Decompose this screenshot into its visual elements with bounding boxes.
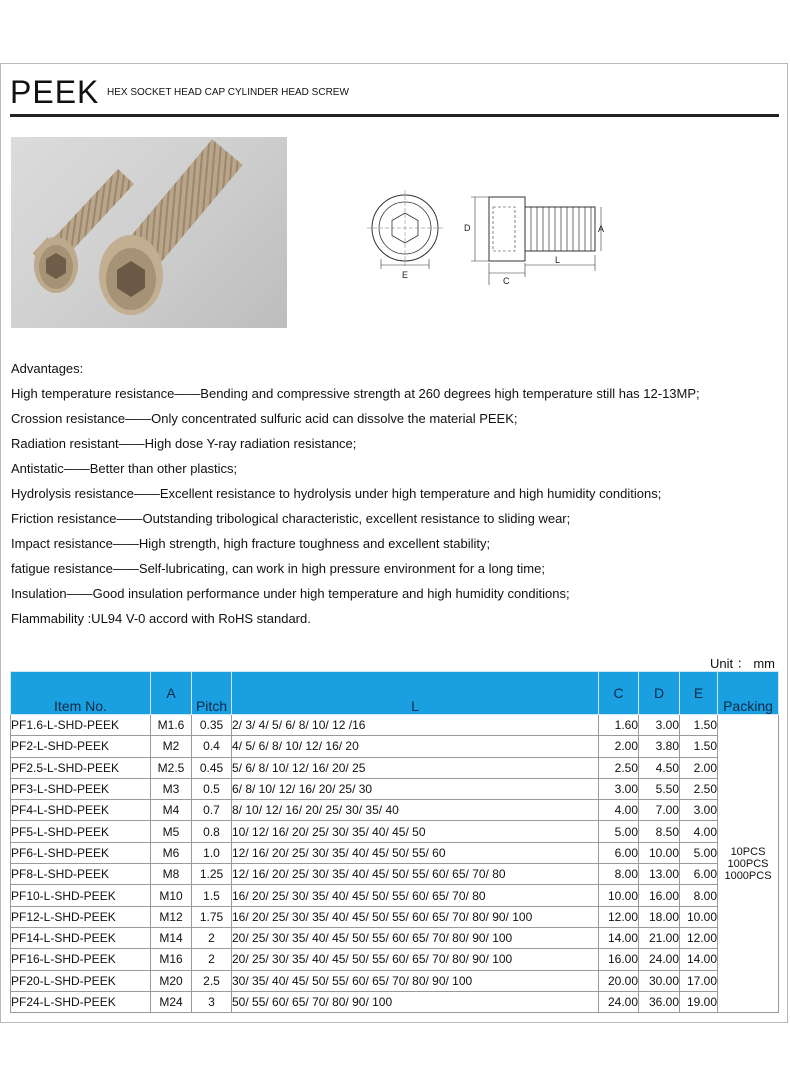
table-row <box>11 906 779 927</box>
cell-packing <box>718 715 779 1013</box>
cell-l: 20/ 25/ 30/ 35/ 40/ 45/ 50/ 55/ 60/ 65/ 70/ 80/ 90/ 100 <box>232 949 599 970</box>
advantage-line: Hydrolysis resistance——Excellent resistance to hydrolysis under high temperature and high humidity conditions; <box>11 486 662 501</box>
cell-e: 2.50 <box>680 778 718 799</box>
table-row <box>11 778 779 799</box>
cell-d: 24.00 <box>639 949 680 970</box>
cell-a: M4 <box>151 800 192 821</box>
cell-d: 3.00 <box>639 715 680 736</box>
cell-a: M10 <box>151 885 192 906</box>
header-l: L <box>232 672 599 715</box>
cell-a: M14 <box>151 927 192 948</box>
cell-l: 50/ 55/ 60/ 65/ 70/ 80/ 90/ 100 <box>232 991 599 1012</box>
cell-pitch: 1.5 <box>192 885 232 906</box>
cell-c: 14.00 <box>599 927 639 948</box>
cell-l: 5/ 6/ 8/ 10/ 12/ 16/ 20/ 25 <box>232 757 599 778</box>
cell-c: 6.00 <box>599 842 639 863</box>
cell-l: 30/ 35/ 40/ 45/ 50/ 55/ 60/ 65/ 70/ 80/ 90/ 100 <box>232 970 599 991</box>
cell-item: PF16-L-SHD-PEEK <box>11 949 151 970</box>
cell-d: 36.00 <box>639 991 680 1012</box>
table-row <box>11 864 779 885</box>
table-row <box>11 949 779 970</box>
cell-d: 8.50 <box>639 821 680 842</box>
table-row <box>11 927 779 948</box>
cell-item: PF8-L-SHD-PEEK <box>11 864 151 885</box>
spec-table <box>10 671 779 1013</box>
packing-option: 100PCS <box>727 857 769 870</box>
cell-l: 4/ 5/ 6/ 8/ 10/ 12/ 16/ 20 <box>232 736 599 757</box>
table-row <box>11 736 779 757</box>
cell-item: PF4-L-SHD-PEEK <box>11 800 151 821</box>
cell-d: 5.50 <box>639 778 680 799</box>
table-row <box>11 842 779 863</box>
cell-c: 24.00 <box>599 991 639 1012</box>
table-row <box>11 757 779 778</box>
cell-item: PF5-L-SHD-PEEK <box>11 821 151 842</box>
cell-l: 10/ 12/ 16/ 20/ 25/ 30/ 35/ 40/ 45/ 50 <box>232 821 599 842</box>
cell-d: 21.00 <box>639 927 680 948</box>
cell-e: 6.00 <box>680 864 718 885</box>
cell-l: 8/ 10/ 12/ 16/ 20/ 25/ 30/ 35/ 40 <box>232 800 599 821</box>
cell-c: 8.00 <box>599 864 639 885</box>
cell-a: M5 <box>151 821 192 842</box>
cell-d: 16.00 <box>639 885 680 906</box>
header-rule <box>10 114 779 117</box>
header-e: E <box>680 672 718 715</box>
cell-a: M2 <box>151 736 192 757</box>
cell-c: 20.00 <box>599 970 639 991</box>
cell-c: 1.60 <box>599 715 639 736</box>
cell-c: 2.00 <box>599 736 639 757</box>
cell-c: 5.00 <box>599 821 639 842</box>
table-row <box>11 715 779 736</box>
label-e: E <box>402 270 409 280</box>
advantage-line: fatigue resistance——Self-lubricating, can work in high pressure environment for a long time; <box>11 561 545 576</box>
cell-a: M20 <box>151 970 192 991</box>
cell-e: 12.00 <box>680 927 718 948</box>
screws-illustration <box>11 137 287 328</box>
cell-pitch: 2.5 <box>192 970 232 991</box>
advantage-line: High temperature resistance——Bending and compressive strength at 260 degrees high temperature still has 12-13MP; <box>11 386 700 401</box>
cell-c: 4.00 <box>599 800 639 821</box>
cell-item: PF14-L-SHD-PEEK <box>11 927 151 948</box>
cell-l: 20/ 25/ 30/ 35/ 40/ 45/ 50/ 55/ 60/ 65/ 70/ 80/ 90/ 100 <box>232 927 599 948</box>
cell-d: 13.00 <box>639 864 680 885</box>
header-pitch: Pitch <box>192 672 232 715</box>
cell-d: 10.00 <box>639 842 680 863</box>
cell-d: 4.50 <box>639 757 680 778</box>
cell-item: PF20-L-SHD-PEEK <box>11 970 151 991</box>
cell-l: 16/ 20/ 25/ 30/ 35/ 40/ 45/ 50/ 55/ 60/ 65/ 70/ 80/ 90/ 100 <box>232 906 599 927</box>
cell-d: 18.00 <box>639 906 680 927</box>
header-c: C <box>599 672 639 715</box>
label-d: D <box>464 223 471 233</box>
cell-item: PF24-L-SHD-PEEK <box>11 991 151 1012</box>
cell-pitch: 0.35 <box>192 715 232 736</box>
page-subtitle: HEX SOCKET HEAD CAP CYLINDER HEAD SCREW <box>107 87 349 98</box>
cell-e: 4.00 <box>680 821 718 842</box>
technical-drawing <box>365 185 610 290</box>
cell-a: M8 <box>151 864 192 885</box>
unit-label: Unit ： mm <box>710 656 776 671</box>
table-header-row <box>11 672 779 715</box>
cell-c: 12.00 <box>599 906 639 927</box>
cell-a: M2.5 <box>151 757 192 778</box>
cell-item: PF10-L-SHD-PEEK <box>11 885 151 906</box>
cell-c: 16.00 <box>599 949 639 970</box>
advantage-line: Crossion resistance——Only concentrated sulfuric acid can dissolve the material PEEK; <box>11 411 518 426</box>
header-packing: Packing <box>718 672 779 715</box>
cell-l: 16/ 20/ 25/ 30/ 35/ 40/ 45/ 50/ 55/ 60/ 65/ 70/ 80 <box>232 885 599 906</box>
cell-d: 30.00 <box>639 970 680 991</box>
label-c: C <box>503 276 510 286</box>
cell-c: 2.50 <box>599 757 639 778</box>
cell-d: 7.00 <box>639 800 680 821</box>
advantage-line: Insulation——Good insulation performance under high temperature and high humidity conditions; <box>11 586 570 601</box>
cell-e: 3.00 <box>680 800 718 821</box>
advantage-line: Friction resistance——Outstanding tribological characteristic, excellent resistance to sliding wear; <box>11 511 571 526</box>
cell-l: 12/ 16/ 20/ 25/ 30/ 35/ 40/ 45/ 50/ 55/ 60/ 65/ 70/ 80 <box>232 864 599 885</box>
cell-pitch: 1.25 <box>192 864 232 885</box>
cell-item: PF2.5-L-SHD-PEEK <box>11 757 151 778</box>
cell-e: 5.00 <box>680 842 718 863</box>
page-title: PEEK <box>10 74 100 110</box>
product-photo <box>11 137 287 328</box>
cell-a: M6 <box>151 842 192 863</box>
cell-pitch: 2 <box>192 949 232 970</box>
cell-pitch: 0.5 <box>192 778 232 799</box>
table-row <box>11 800 779 821</box>
table-row <box>11 821 779 842</box>
packing-option: 1000PCS <box>724 869 772 882</box>
cell-item: PF12-L-SHD-PEEK <box>11 906 151 927</box>
cell-pitch: 0.4 <box>192 736 232 757</box>
cell-c: 10.00 <box>599 885 639 906</box>
table-row <box>11 991 779 1012</box>
table-row <box>11 885 779 906</box>
cell-a: M12 <box>151 906 192 927</box>
cell-e: 2.00 <box>680 757 718 778</box>
cell-l: 6/ 8/ 10/ 12/ 16/ 20/ 25/ 30 <box>232 778 599 799</box>
packing-option: 10PCS <box>730 845 766 858</box>
cell-a: M3 <box>151 778 192 799</box>
advantage-line: Radiation resistant——High dose Y-ray radiation resistance; <box>11 436 357 451</box>
advantages-heading: Advantages: <box>11 361 84 376</box>
cell-e: 10.00 <box>680 906 718 927</box>
advantages-section <box>11 356 786 631</box>
cell-pitch: 2 <box>192 927 232 948</box>
header-item: Item No. <box>11 672 151 715</box>
cell-e: 17.00 <box>680 970 718 991</box>
cell-item: PF3-L-SHD-PEEK <box>11 778 151 799</box>
cell-e: 1.50 <box>680 715 718 736</box>
cell-item: PF2-L-SHD-PEEK <box>11 736 151 757</box>
cell-a: M16 <box>151 949 192 970</box>
cell-pitch: 1.0 <box>192 842 232 863</box>
cell-e: 14.00 <box>680 949 718 970</box>
cell-item: PF1.6-L-SHD-PEEK <box>11 715 151 736</box>
cell-a: M1.6 <box>151 715 192 736</box>
advantage-line: Flammability :UL94 V-0 accord with RoHS standard. <box>11 611 311 626</box>
header-a: A <box>151 672 192 715</box>
table-row <box>11 970 779 991</box>
header-d: D <box>639 672 680 715</box>
cell-l: 2/ 3/ 4/ 5/ 6/ 8/ 10/ 12 /16 <box>232 715 599 736</box>
label-l: L <box>555 255 561 265</box>
cell-e: 19.00 <box>680 991 718 1012</box>
cell-e: 1.50 <box>680 736 718 757</box>
cell-item: PF6-L-SHD-PEEK <box>11 842 151 863</box>
cell-d: 3.80 <box>639 736 680 757</box>
cell-pitch: 0.7 <box>192 800 232 821</box>
cell-pitch: 3 <box>192 991 232 1012</box>
cell-e: 8.00 <box>680 885 718 906</box>
cell-l: 12/ 16/ 20/ 25/ 30/ 35/ 40/ 45/ 50/ 55/ 60 <box>232 842 599 863</box>
cell-pitch: 1.75 <box>192 906 232 927</box>
cell-a: M24 <box>151 991 192 1012</box>
label-a: A <box>598 224 605 234</box>
cell-pitch: 0.45 <box>192 757 232 778</box>
advantage-line: Impact resistance——High strength, high fracture toughness and excellent stability; <box>11 536 491 551</box>
cell-pitch: 0.8 <box>192 821 232 842</box>
advantage-line: Antistatic——Better than other plastics; <box>11 461 238 476</box>
cell-c: 3.00 <box>599 778 639 799</box>
